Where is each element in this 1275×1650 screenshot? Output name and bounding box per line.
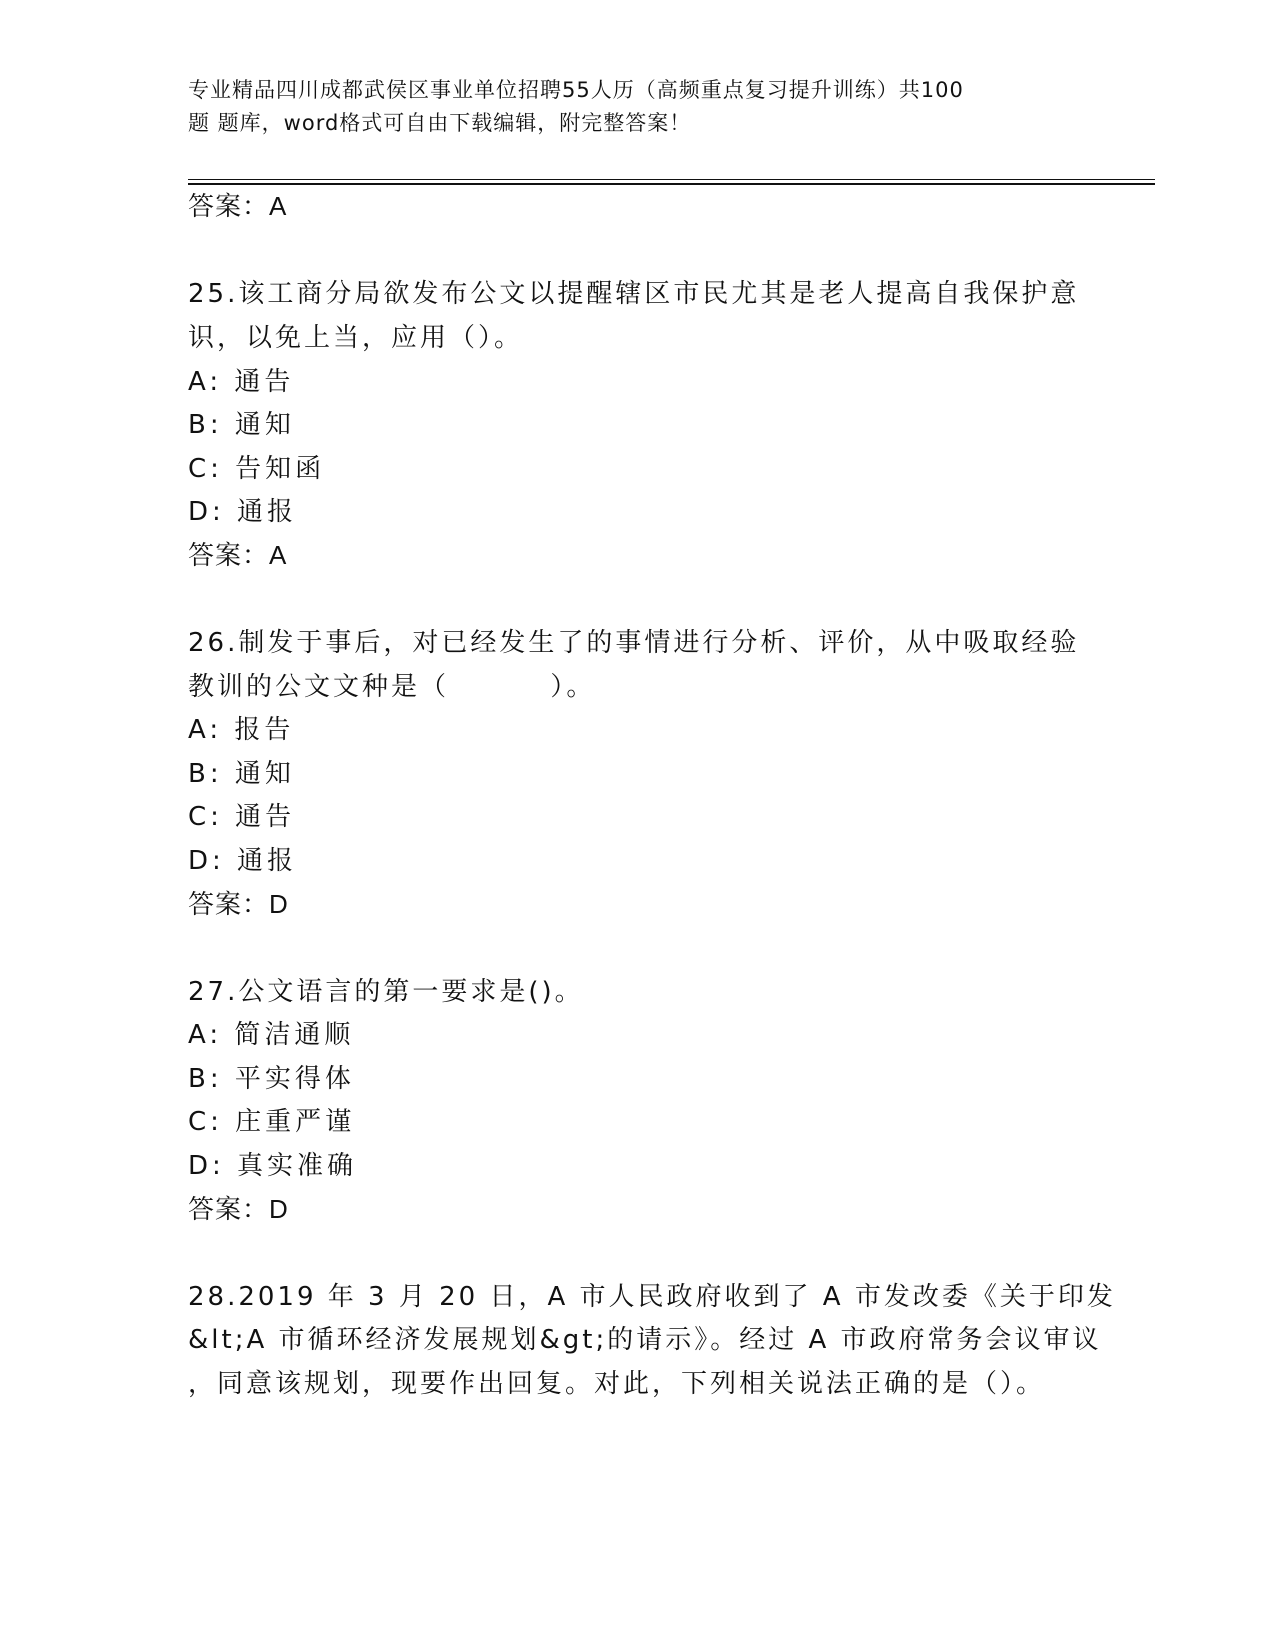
- question-28-text-line3: ，同意该规划，现要作出回复。对此，下列相关说法正确的是（）。: [188, 1369, 1046, 1399]
- header-title-line1: 专业精品四川成都武侯区事业单位招聘55人历（高频重点复习提升训练）共100: [188, 78, 964, 102]
- header-divider-bottom: [188, 183, 1155, 185]
- question-26-text-line1: 26.制发于事后，对已经发生了的事情进行分析、评价，从中吸取经验: [188, 628, 1080, 658]
- question-28-text-line2: &lt;A 市循环经济发展规划&gt;的请示》。经过 A 市政府常务会议审议: [188, 1325, 1102, 1355]
- answer-27: 答案：D: [188, 1194, 289, 1224]
- question-25-option-c: C: 告知函: [188, 454, 326, 484]
- question-27-text-line1: 27.公文语言的第一要求是()。: [188, 977, 584, 1007]
- question-26-text-line2: 教训的公文文种是（ ）。: [188, 672, 596, 702]
- question-28-text-line1: 28.2019 年 3 月 20 日，A 市人民政府收到了 A 市发改委《关于印发: [188, 1282, 1116, 1312]
- question-27-option-c: C: 庄重严谨: [188, 1107, 356, 1137]
- question-25-text-line1: 25.该工商分局欲发布公文以提醒辖区市民尤其是老人提高自我保护意: [188, 279, 1080, 309]
- header-title-line2: 题 题库，word格式可自由下载编辑，附完整答案！: [188, 111, 692, 135]
- question-25-option-b: B: 通知: [188, 410, 295, 440]
- question-26-option-d: D: 通报: [188, 846, 298, 876]
- question-26-option-a: A: 报告: [188, 715, 295, 745]
- document-header: [188, 74, 1088, 140]
- question-25-option-a: A: 通告: [188, 367, 295, 397]
- header-divider-top: [188, 179, 1155, 180]
- answer-26: 答案：D: [188, 889, 289, 919]
- question-25-option-d: D: 通报: [188, 497, 298, 527]
- question-25-text-line2: 识，以免上当，应用（）。: [188, 323, 524, 353]
- question-26-option-c: C: 通告: [188, 802, 296, 832]
- question-26-option-b: B: 通知: [188, 759, 295, 789]
- question-27-option-d: D: 真实准确: [188, 1151, 358, 1181]
- answer-24: 答案：A: [188, 191, 288, 221]
- question-27-option-a: A: 简洁通顺: [188, 1020, 355, 1050]
- answer-25: 答案：A: [188, 540, 288, 570]
- question-27-option-b: B: 平实得体: [188, 1064, 355, 1094]
